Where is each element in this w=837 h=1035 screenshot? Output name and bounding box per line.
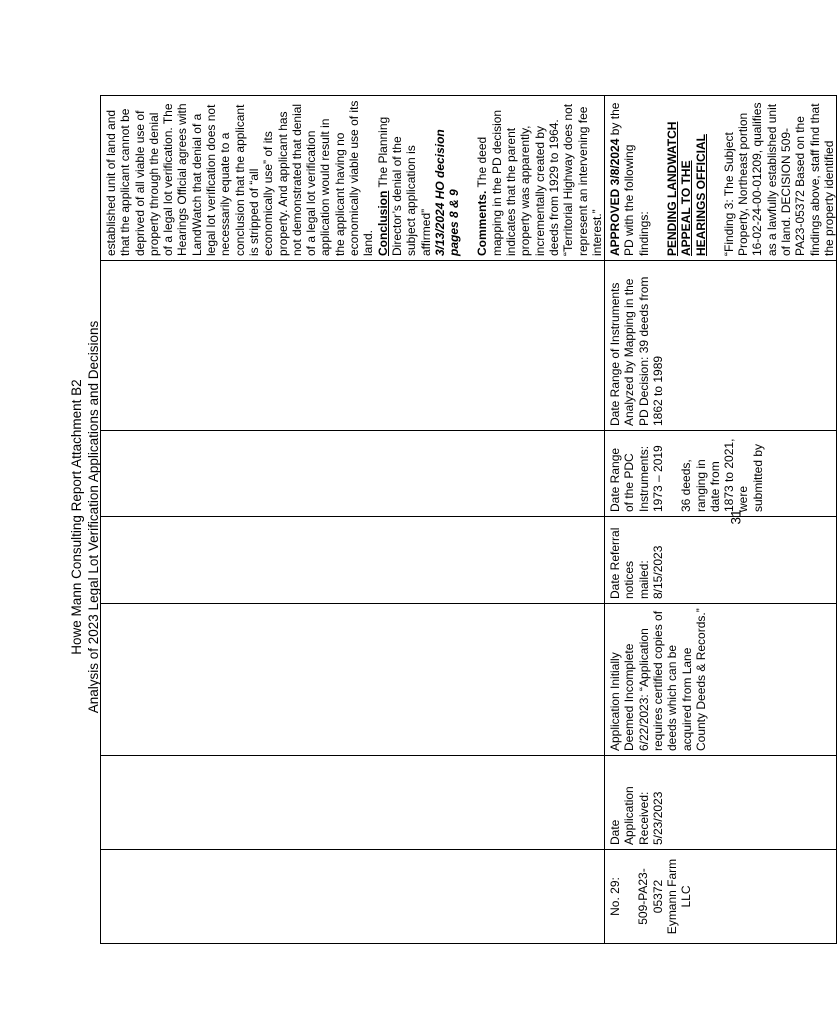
approval-paragraph [608,100,651,256]
referral-date: Date Referral notices mailed: 8/15/2023 [608,527,665,599]
table-container [100,96,836,944]
decision-cell [605,96,837,261]
pdc-instruments-cell [605,431,837,517]
completeness-status: Application Initially Deemed Incomplete 6/22/2023: “Application requires certified copies of deeds which can be acquired from Lane County Deeds & Records.” [608,608,708,751]
application-file-id: 509-PA23-05372 [636,868,665,925]
cell-empty [101,261,605,431]
application-number: No. 29: [608,877,623,916]
approved-text: by the PD with the following findings: [608,102,651,256]
decision-continuation-cell [101,96,605,261]
conclusion-reference: 3/13/2024 HO decision pages 8 & 9 [432,129,462,256]
conclusion-paragraph [376,100,433,256]
finding-text: “Finding 3: The Subject Property, Northeast portion 16-02-24-00-01209, qualifies as a lawfully established unit of land. DECISION 509-PA23-05372 Based on the findings above, staff find that the property identified [721,102,836,256]
cell-empty [101,517,605,604]
cell-empty [101,756,605,850]
approved-label: APPROVED 3/8/2024 [608,138,623,256]
decision-paragraph: established unit of land and that the applicant cannot be deprived of all viable use of property through the denial of a legal lot verification. The Hearings Official agrees with LandWatch that denial of a legal lot verification does not necessarily equate to a conclusion that the applicant is stripped of “all economically use” of its property. And applicant has not demonstrated that denial of a legal lot verification application would result in the applicant having no economically viable use of its land. [104,100,376,256]
cell-empty [101,850,605,944]
date-received: Date Application Received: 5/23/2023 [608,786,665,845]
comments-label: Comments. [475,190,490,256]
legal-lot-table [100,95,837,944]
date-received-cell [605,756,837,850]
cell-empty [101,604,605,756]
comments-text: The deed mapping in the PD decision indicates that the parent property was apparently, incrementally created by deeds from 1929 to 1964. “Territorial Highway does not represent an intervening fee interest.” [475,103,604,256]
report-subtitle: Analysis of 2023 Legal Lot Verification Applications and Decisions [86,320,101,714]
applicant-name: Eymann Farm LLC [664,858,694,935]
comments-paragraph [475,100,604,256]
completeness-cell [605,604,837,756]
conclusion-text: The Planning Director’s denial of the subject application is affirmed” [375,116,433,256]
page-number: 31 [728,509,744,525]
report-header [68,137,102,897]
cell-empty [101,431,605,517]
instruments-analyzed: Date Range of Instruments Analyzed by Mapping in the PD Decision: 39 deeds from 1862 to 1989 [608,276,665,426]
pdc-deeds: 36 deeds, ranging in date from 1873 to 2021, were submitted by [679,438,765,512]
continuation-row [101,96,605,944]
instruments-analyzed-cell [605,261,837,431]
pending-appeal: PENDING LANDWATCH APPEAL TO THE HEARINGS OFFICIAL [664,121,708,256]
conclusion-label: Conclusion [375,190,390,256]
referral-cell [605,517,837,604]
report-title: Howe Mann Consulting Report Attachment B2 [69,379,84,655]
application-number-cell [605,850,837,944]
application-row [605,96,837,944]
pdc-date-range: Date Range of the PDC Instruments: 1973 – 2019 [608,445,665,512]
